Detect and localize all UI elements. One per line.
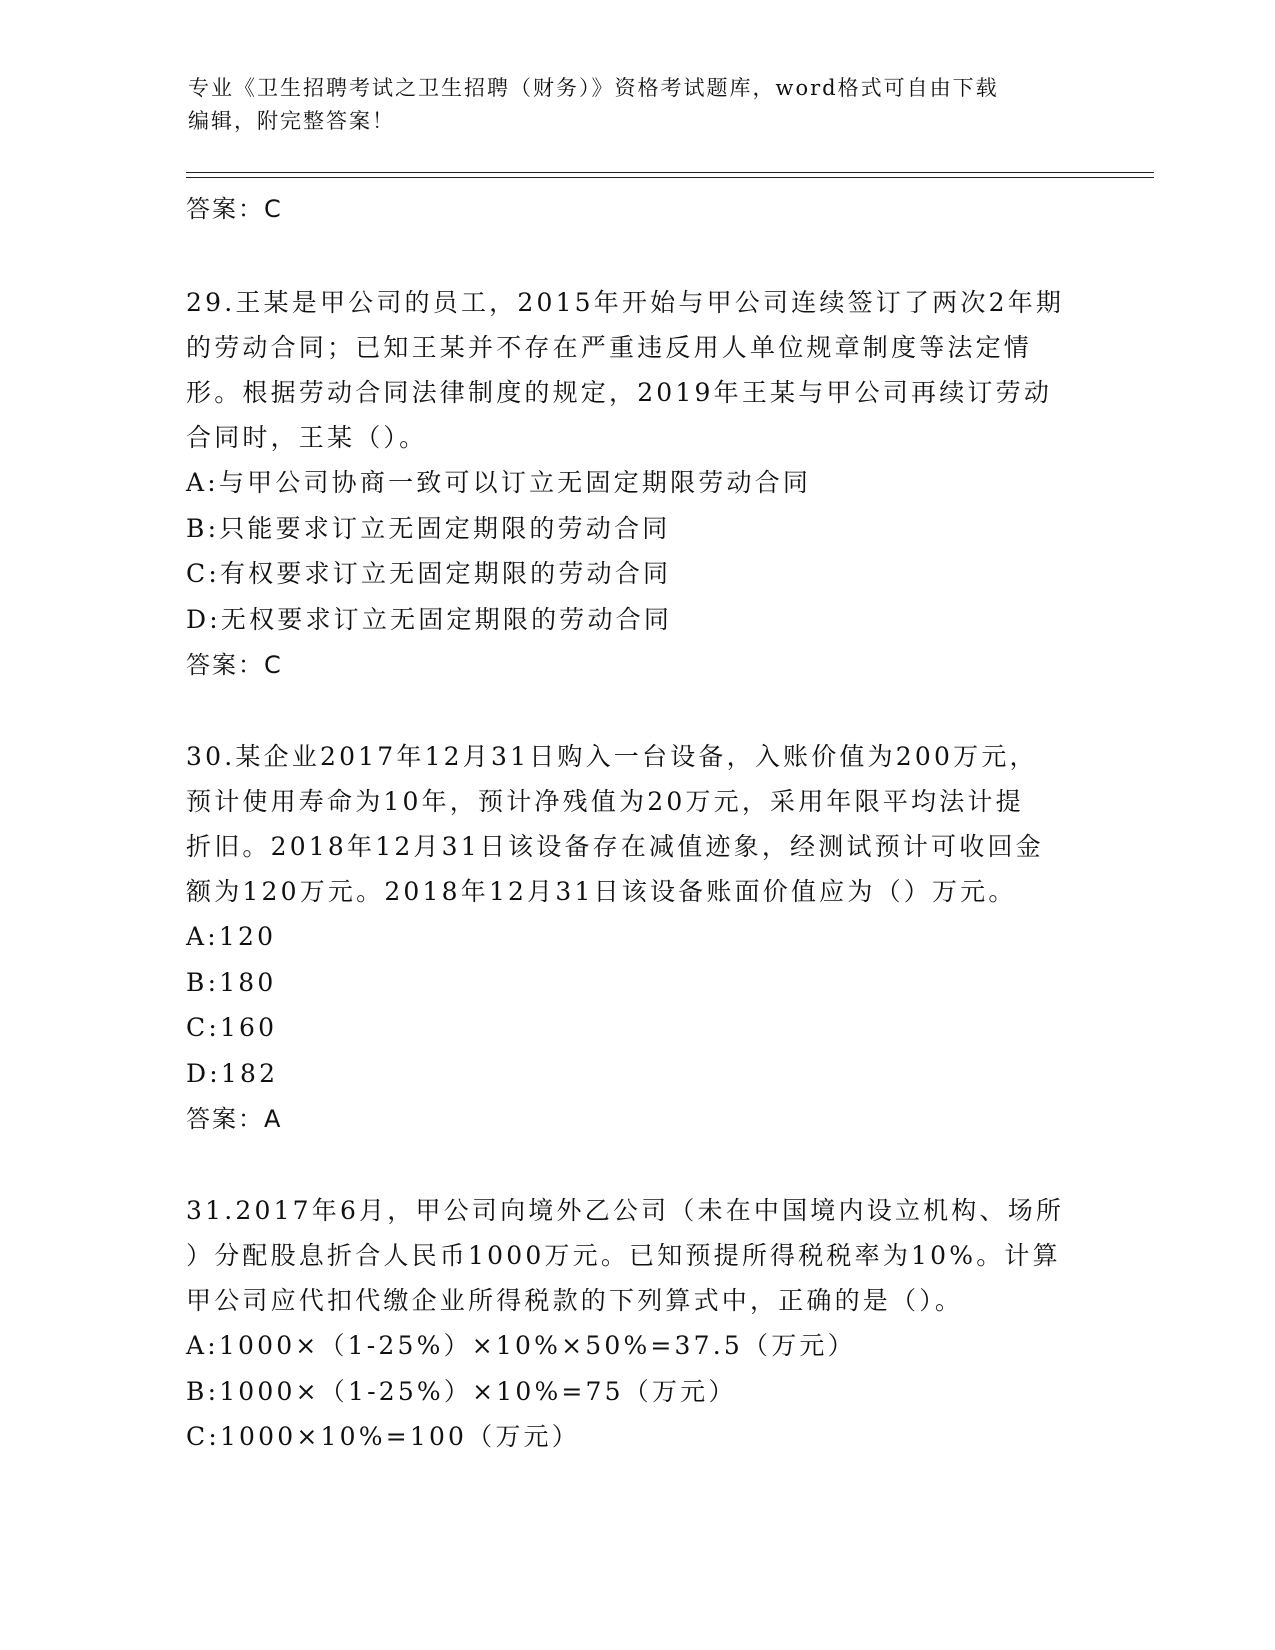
stem-line: 折旧。2018年12月31日该设备存在减值迹象，经测试预计可收回金 bbox=[186, 832, 1044, 861]
header-line-1: 专业《卫生招聘考试之卫生招聘（财务）》资格考试题库，word格式可自由下载 bbox=[188, 76, 999, 100]
stem-line: 额为120万元。2018年12月31日该设备账面价值应为（）万元。 bbox=[186, 877, 1017, 906]
answer-line: 答案：A bbox=[186, 1105, 283, 1133]
page-header bbox=[188, 72, 1088, 138]
answer-line: 答案：C bbox=[186, 195, 283, 223]
stem-line: 的劳动合同；已知王某并不存在严重违反用人单位规章制度等法定情 bbox=[186, 333, 1033, 362]
option-c: C:1000×10%=100（万元） bbox=[186, 1422, 580, 1451]
stem-line: ）分配股息折合人民币1000万元。已知预提所得税税率为10%。计算 bbox=[186, 1241, 1061, 1270]
answer-line: 答案：C bbox=[186, 651, 283, 679]
option-c: C:有权要求订立无固定期限的劳动合同 bbox=[186, 559, 672, 588]
stem-line: 甲公司应代扣代缴企业所得税款的下列算式中，正确的是（）。 bbox=[186, 1286, 964, 1315]
option-a: A:120 bbox=[186, 922, 277, 951]
stem-line: 31.2017年6月，甲公司向境外乙公司（未在中国境内设立机构、场所 bbox=[186, 1196, 1065, 1225]
option-d: D:无权要求订立无固定期限的劳动合同 bbox=[186, 604, 673, 634]
question-29 bbox=[186, 280, 1086, 688]
header-line-2: 编辑，附完整答案！ bbox=[188, 109, 395, 133]
option-a: A:与甲公司协商一致可以订立无固定期限劳动合同 bbox=[186, 468, 812, 497]
stem-line: 30.某企业2017年12月31日购入一台设备，入账价值为200万元， bbox=[186, 742, 1038, 771]
option-a: A:1000×（1-25%）×10%×50%=37.5（万元） bbox=[186, 1331, 856, 1360]
stem-line: 预计使用寿命为10年，预计净残值为20万元，采用年限平均法计提 bbox=[186, 787, 1024, 816]
option-c: C:160 bbox=[186, 1013, 278, 1042]
stem-line: 29.王某是甲公司的员工，2015年开始与甲公司连续签订了两次2年期 bbox=[186, 288, 1065, 317]
option-b: B:只能要求订立无固定期限的劳动合同 bbox=[186, 513, 671, 543]
option-b: B:180 bbox=[186, 967, 277, 997]
header-divider-top bbox=[186, 172, 1154, 173]
question-30 bbox=[186, 734, 1086, 1142]
question-31 bbox=[186, 1188, 1086, 1460]
stem-line: 合同时，王某（）。 bbox=[186, 423, 428, 452]
option-b: B:1000×（1-25%）×10%=75（万元） bbox=[186, 1376, 737, 1406]
option-d: D:182 bbox=[186, 1058, 279, 1088]
header-divider-bottom bbox=[186, 177, 1154, 178]
question-stem bbox=[186, 280, 1086, 460]
question-stem bbox=[186, 734, 1086, 914]
stem-line: 形。根据劳动合同法律制度的规定，2019年王某与甲公司再续订劳动 bbox=[186, 378, 1053, 407]
question-stem bbox=[186, 1188, 1086, 1323]
question-list bbox=[186, 186, 1086, 1460]
